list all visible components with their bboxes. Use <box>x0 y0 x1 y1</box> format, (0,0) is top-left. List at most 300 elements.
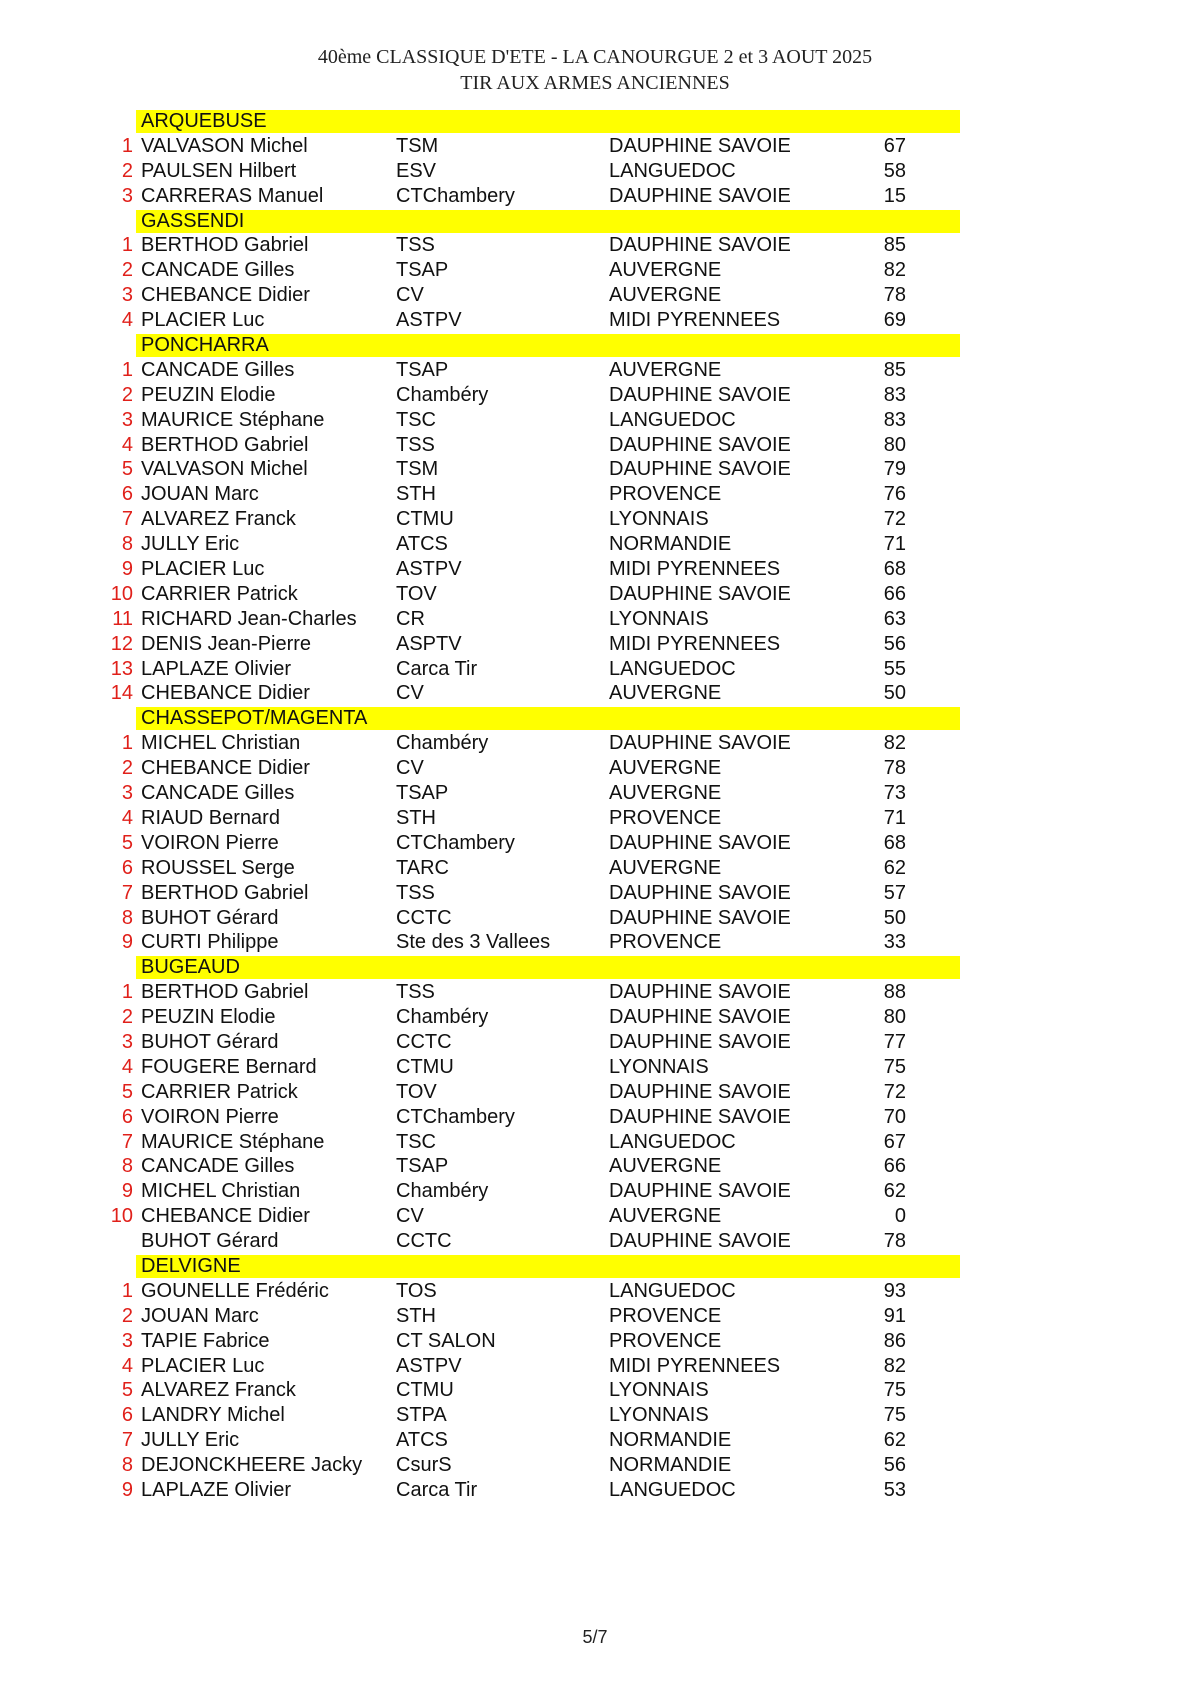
rank-cell: 5 <box>121 1080 133 1103</box>
score-cell: 85 <box>883 358 906 381</box>
shooter-name-cell: GOUNELLE Frédéric <box>141 1279 329 1302</box>
club-cell: STH <box>396 483 436 506</box>
category-highlight-band <box>136 210 960 233</box>
league-cell: AUVERGNE <box>609 782 722 805</box>
score-cell: 85 <box>883 234 906 257</box>
shooter-name-cell: CANCADE Gilles <box>141 1155 295 1178</box>
league-cell: LYONNAIS <box>609 607 709 630</box>
shooter-name-cell: ALVAREZ Franck <box>141 508 296 531</box>
score-cell: 78 <box>883 757 906 780</box>
league-cell: PROVENCE <box>609 1304 722 1327</box>
league-cell: NORMANDIE <box>609 1454 732 1477</box>
league-cell: MIDI PYRENNEES <box>609 632 781 655</box>
score-cell: 55 <box>883 657 906 680</box>
league-cell: NORMANDIE <box>609 533 732 556</box>
club-cell: TOS <box>396 1279 437 1302</box>
club-cell: CTChambery <box>396 831 515 854</box>
league-cell: DAUPHINE SAVOIE <box>609 383 791 406</box>
result-row <box>0 1378 1190 1403</box>
shooter-name-cell: ROUSSEL Serge <box>141 856 295 879</box>
result-row <box>0 831 1190 856</box>
score-cell: 62 <box>883 1429 906 1452</box>
rank-cell: 6 <box>121 483 133 506</box>
club-cell: ASTPV <box>396 558 462 581</box>
club-cell: Chambéry <box>396 732 489 755</box>
score-cell: 86 <box>883 1329 906 1352</box>
result-row <box>0 1403 1190 1428</box>
category-header <box>0 955 1190 980</box>
league-cell: LANGUEDOC <box>609 159 736 182</box>
shooter-name-cell: VALVASON Michel <box>141 458 308 481</box>
result-row <box>0 358 1190 383</box>
rank-cell: 1 <box>121 732 133 755</box>
result-row <box>0 681 1190 706</box>
score-cell: 62 <box>883 1180 906 1203</box>
score-cell: 71 <box>883 533 906 556</box>
league-cell: DAUPHINE SAVOIE <box>609 184 791 207</box>
category-header <box>0 706 1190 731</box>
rank-cell: 1 <box>121 981 133 1004</box>
league-cell: LANGUEDOC <box>609 1478 736 1501</box>
rank-cell: 8 <box>121 1155 133 1178</box>
club-cell: Chambéry <box>396 1180 489 1203</box>
score-cell: 0 <box>894 1205 906 1228</box>
shooter-name-cell: CHEBANCE Didier <box>141 682 310 705</box>
rank-cell: 3 <box>121 782 133 805</box>
result-row <box>0 1005 1190 1030</box>
rank-cell: 8 <box>121 533 133 556</box>
rank-cell: 3 <box>121 408 133 431</box>
shooter-name-cell: CHEBANCE Didier <box>141 1205 310 1228</box>
shooter-name-cell: PLACIER Luc <box>141 558 265 581</box>
result-row <box>0 806 1190 831</box>
shooter-name-cell: BUHOT Gérard <box>141 1230 279 1253</box>
rank-cell: 7 <box>121 1130 133 1153</box>
league-cell: NORMANDIE <box>609 1429 732 1452</box>
shooter-name-cell: CURTI Philippe <box>141 931 279 954</box>
result-row <box>0 457 1190 482</box>
rank-cell: 8 <box>121 906 133 929</box>
shooter-name-cell: BERTHOD Gabriel <box>141 981 309 1004</box>
club-cell: Chambéry <box>396 383 489 406</box>
result-row <box>0 433 1190 458</box>
league-cell: DAUPHINE SAVOIE <box>609 234 791 257</box>
shooter-name-cell: CARRERAS Manuel <box>141 184 324 207</box>
category-header <box>0 109 1190 134</box>
rank-cell: 7 <box>121 508 133 531</box>
score-cell: 71 <box>883 806 906 829</box>
shooter-name-cell: FOUGERE Bernard <box>141 1055 317 1078</box>
club-cell: ASTPV <box>396 1354 462 1377</box>
category-name: CHASSEPOT/MAGENTA <box>141 707 368 730</box>
club-cell: TSS <box>396 881 435 904</box>
rank-cell: 3 <box>121 284 133 307</box>
club-cell: TSAP <box>396 358 449 381</box>
club-cell: ATCS <box>396 533 448 556</box>
score-cell: 79 <box>883 458 906 481</box>
shooter-name-cell: PEUZIN Elodie <box>141 1006 276 1029</box>
results-table <box>0 109 1190 1503</box>
club-cell: ATCS <box>396 1429 448 1452</box>
result-row <box>0 1428 1190 1453</box>
league-cell: DAUPHINE SAVOIE <box>609 881 791 904</box>
club-cell: CT SALON <box>396 1329 496 1352</box>
league-cell: DAUPHINE SAVOIE <box>609 831 791 854</box>
category-highlight-band <box>136 956 960 979</box>
shooter-name-cell: CANCADE Gilles <box>141 782 295 805</box>
rank-cell: 4 <box>121 1055 133 1078</box>
score-cell: 68 <box>883 558 906 581</box>
club-cell: TSS <box>396 981 435 1004</box>
result-row <box>0 582 1190 607</box>
shooter-name-cell: TAPIE Fabrice <box>141 1329 270 1352</box>
page-header <box>0 44 1190 96</box>
league-cell: DAUPHINE SAVOIE <box>609 1080 791 1103</box>
league-cell: DAUPHINE SAVOIE <box>609 458 791 481</box>
score-cell: 83 <box>883 383 906 406</box>
score-cell: 67 <box>883 134 906 157</box>
rank-cell: 1 <box>121 134 133 157</box>
league-cell: LANGUEDOC <box>609 657 736 680</box>
club-cell: ASPTV <box>396 632 462 655</box>
club-cell: Carca Tir <box>396 1478 478 1501</box>
result-row <box>0 482 1190 507</box>
score-cell: 50 <box>883 682 906 705</box>
score-cell: 82 <box>883 259 906 282</box>
result-row <box>0 1329 1190 1354</box>
league-cell: AUVERGNE <box>609 284 722 307</box>
shooter-name-cell: LANDRY Michel <box>141 1404 285 1427</box>
rank-cell: 5 <box>121 831 133 854</box>
club-cell: TSC <box>396 1130 436 1153</box>
league-cell: LYONNAIS <box>609 1404 709 1427</box>
league-cell: PROVENCE <box>609 931 722 954</box>
shooter-name-cell: MAURICE Stéphane <box>141 408 325 431</box>
league-cell: MIDI PYRENNEES <box>609 558 781 581</box>
rank-cell: 9 <box>121 1478 133 1501</box>
rank-cell: 13 <box>110 657 133 680</box>
result-row <box>0 408 1190 433</box>
league-cell: AUVERGNE <box>609 259 722 282</box>
club-cell: TSM <box>396 458 439 481</box>
rank-cell: 6 <box>121 1105 133 1128</box>
rank-cell: 2 <box>121 1304 133 1327</box>
shooter-name-cell: DEJONCKHEERE Jacky <box>141 1454 363 1477</box>
category-name: PONCHARRA <box>141 334 269 357</box>
league-cell: DAUPHINE SAVOIE <box>609 433 791 456</box>
shooter-name-cell: PLACIER Luc <box>141 309 265 332</box>
club-cell: CTMU <box>396 1055 454 1078</box>
category-name: DELVIGNE <box>141 1254 241 1277</box>
rank-cell: 3 <box>121 1030 133 1053</box>
shooter-name-cell: VOIRON Pierre <box>141 831 279 854</box>
league-cell: LYONNAIS <box>609 508 709 531</box>
club-cell: TARC <box>396 856 449 879</box>
league-cell: PROVENCE <box>609 1329 722 1352</box>
rank-cell: 7 <box>121 881 133 904</box>
result-row <box>0 856 1190 881</box>
score-cell: 72 <box>883 508 906 531</box>
shooter-name-cell: BERTHOD Gabriel <box>141 881 309 904</box>
rank-cell: 9 <box>121 558 133 581</box>
score-cell: 15 <box>883 184 906 207</box>
score-cell: 80 <box>883 1006 906 1029</box>
club-cell: ASTPV <box>396 309 462 332</box>
category-highlight-band <box>136 1255 960 1278</box>
score-cell: 75 <box>883 1055 906 1078</box>
category-name: GASSENDI <box>141 209 245 232</box>
score-cell: 53 <box>883 1478 906 1501</box>
shooter-name-cell: DENIS Jean-Pierre <box>141 632 312 655</box>
rank-cell: 6 <box>121 1404 133 1427</box>
league-cell: DAUPHINE SAVOIE <box>609 1006 791 1029</box>
club-cell: STPA <box>396 1404 447 1427</box>
shooter-name-cell: CANCADE Gilles <box>141 358 295 381</box>
club-cell: CsurS <box>396 1454 452 1477</box>
rank-cell: 2 <box>121 259 133 282</box>
club-cell: CCTC <box>396 906 452 929</box>
score-cell: 82 <box>883 732 906 755</box>
result-row <box>0 632 1190 657</box>
result-row <box>0 1453 1190 1478</box>
shooter-name-cell: PLACIER Luc <box>141 1354 265 1377</box>
score-cell: 93 <box>883 1279 906 1302</box>
club-cell: ESV <box>396 159 437 182</box>
result-row <box>0 1080 1190 1105</box>
score-cell: 56 <box>883 1454 906 1477</box>
result-row <box>0 756 1190 781</box>
result-row <box>0 159 1190 184</box>
shooter-name-cell: MICHEL Christian <box>141 732 301 755</box>
shooter-name-cell: CARRIER Patrick <box>141 1080 298 1103</box>
club-cell: TSS <box>396 433 435 456</box>
league-cell: LANGUEDOC <box>609 408 736 431</box>
rank-cell: 14 <box>110 682 133 705</box>
score-cell: 67 <box>883 1130 906 1153</box>
score-cell: 58 <box>883 159 906 182</box>
club-cell: TSM <box>396 134 439 157</box>
shooter-name-cell: RIAUD Bernard <box>141 806 280 829</box>
rank-cell: 1 <box>121 234 133 257</box>
shooter-name-cell: JULLY Eric <box>141 1429 240 1452</box>
league-cell: AUVERGNE <box>609 757 722 780</box>
club-cell: CV <box>396 284 424 307</box>
result-row <box>0 980 1190 1005</box>
score-cell: 50 <box>883 906 906 929</box>
score-cell: 72 <box>883 1080 906 1103</box>
shooter-name-cell: CHEBANCE Didier <box>141 284 310 307</box>
club-cell: TOV <box>396 582 437 605</box>
score-cell: 78 <box>883 284 906 307</box>
category-header <box>0 333 1190 358</box>
club-cell: TSS <box>396 234 435 257</box>
result-row <box>0 1354 1190 1379</box>
rank-cell: 2 <box>121 757 133 780</box>
rank-cell: 6 <box>121 856 133 879</box>
result-row <box>0 1304 1190 1329</box>
result-row <box>0 1179 1190 1204</box>
league-cell: AUVERGNE <box>609 358 722 381</box>
shooter-name-cell: BERTHOD Gabriel <box>141 433 309 456</box>
rank-cell: 2 <box>121 159 133 182</box>
shooter-name-cell: BERTHOD Gabriel <box>141 234 309 257</box>
club-cell: CCTC <box>396 1230 452 1253</box>
score-cell: 68 <box>883 831 906 854</box>
score-cell: 76 <box>883 483 906 506</box>
league-cell: LYONNAIS <box>609 1379 709 1402</box>
shooter-name-cell: BUHOT Gérard <box>141 1030 279 1053</box>
score-cell: 56 <box>883 632 906 655</box>
league-cell: LANGUEDOC <box>609 1279 736 1302</box>
league-cell: MIDI PYRENNEES <box>609 1354 781 1377</box>
league-cell: DAUPHINE SAVOIE <box>609 981 791 1004</box>
score-cell: 75 <box>883 1404 906 1427</box>
rank-cell: 12 <box>110 632 133 655</box>
result-row <box>0 184 1190 209</box>
score-cell: 82 <box>883 1354 906 1377</box>
result-row <box>0 1279 1190 1304</box>
result-row <box>0 1154 1190 1179</box>
shooter-name-cell: PAULSEN Hilbert <box>141 159 297 182</box>
result-row <box>0 906 1190 931</box>
league-cell: DAUPHINE SAVOIE <box>609 1230 791 1253</box>
league-cell: AUVERGNE <box>609 856 722 879</box>
rank-cell: 4 <box>121 309 133 332</box>
result-row <box>0 930 1190 955</box>
club-cell: Chambéry <box>396 1006 489 1029</box>
club-cell: TOV <box>396 1080 437 1103</box>
shooter-name-cell: MAURICE Stéphane <box>141 1130 325 1153</box>
shooter-name-cell: ALVAREZ Franck <box>141 1379 296 1402</box>
rank-cell: 4 <box>121 1354 133 1377</box>
league-cell: PROVENCE <box>609 483 722 506</box>
category-name: BUGEAUD <box>141 956 240 979</box>
event-subtitle: TIR AUX ARMES ANCIENNES <box>460 72 730 94</box>
page-number: 5/7 <box>582 1627 608 1647</box>
league-cell: MIDI PYRENNEES <box>609 309 781 332</box>
result-row <box>0 507 1190 532</box>
shooter-name-cell: VALVASON Michel <box>141 134 308 157</box>
score-cell: 66 <box>883 1155 906 1178</box>
rank-cell: 1 <box>121 358 133 381</box>
shooter-name-cell: JULLY Eric <box>141 533 240 556</box>
score-cell: 57 <box>883 881 906 904</box>
shooter-name-cell: VOIRON Pierre <box>141 1105 279 1128</box>
score-cell: 77 <box>883 1030 906 1053</box>
score-cell: 78 <box>883 1230 906 1253</box>
club-cell: CR <box>396 607 425 630</box>
shooter-name-cell: CANCADE Gilles <box>141 259 295 282</box>
league-cell: AUVERGNE <box>609 682 722 705</box>
rank-cell: 2 <box>121 383 133 406</box>
club-cell: TSAP <box>396 1155 449 1178</box>
result-row <box>0 1105 1190 1130</box>
rank-cell: 4 <box>121 806 133 829</box>
result-row <box>0 134 1190 159</box>
rank-cell: 9 <box>121 931 133 954</box>
rank-cell: 11 <box>112 607 133 630</box>
league-cell: DAUPHINE SAVOIE <box>609 732 791 755</box>
result-row <box>0 1229 1190 1254</box>
result-row <box>0 258 1190 283</box>
result-row <box>0 657 1190 682</box>
club-cell: CTChambery <box>396 1105 515 1128</box>
club-cell: CV <box>396 757 424 780</box>
shooter-name-cell: PEUZIN Elodie <box>141 383 276 406</box>
club-cell: STH <box>396 806 436 829</box>
league-cell: AUVERGNE <box>609 1205 722 1228</box>
shooter-name-cell: CHEBANCE Didier <box>141 757 310 780</box>
score-cell: 88 <box>883 981 906 1004</box>
rank-cell: 5 <box>121 458 133 481</box>
result-row <box>0 1478 1190 1503</box>
club-cell: TSAP <box>396 259 449 282</box>
shooter-name-cell: LAPLAZE Olivier <box>141 1478 292 1501</box>
result-row <box>0 781 1190 806</box>
score-cell: 83 <box>883 408 906 431</box>
club-cell: STH <box>396 1304 436 1327</box>
event-title: 40ème CLASSIQUE D'ETE - LA CANOURGUE 2 et 3 AOUT 2025 <box>317 46 873 68</box>
score-cell: 33 <box>883 931 906 954</box>
shooter-name-cell: BUHOT Gérard <box>141 906 279 929</box>
rank-cell: 3 <box>121 184 133 207</box>
result-row <box>0 607 1190 632</box>
rank-cell: 8 <box>121 1454 133 1477</box>
club-cell: CCTC <box>396 1030 452 1053</box>
shooter-name-cell: CARRIER Patrick <box>141 582 298 605</box>
result-row <box>0 881 1190 906</box>
score-cell: 70 <box>883 1105 906 1128</box>
rank-cell: 10 <box>110 582 133 605</box>
league-cell: LANGUEDOC <box>609 1130 736 1153</box>
score-cell: 66 <box>883 582 906 605</box>
result-row <box>0 283 1190 308</box>
result-row <box>0 731 1190 756</box>
league-cell: PROVENCE <box>609 806 722 829</box>
league-cell: DAUPHINE SAVOIE <box>609 1105 791 1128</box>
league-cell: LYONNAIS <box>609 1055 709 1078</box>
score-cell: 69 <box>883 309 906 332</box>
club-cell: CV <box>396 1205 424 1228</box>
rank-cell: 1 <box>121 1279 133 1302</box>
league-cell: AUVERGNE <box>609 1155 722 1178</box>
score-cell: 80 <box>883 433 906 456</box>
result-row <box>0 1130 1190 1155</box>
shooter-name-cell: MICHEL Christian <box>141 1180 301 1203</box>
result-row <box>0 233 1190 258</box>
score-cell: 62 <box>883 856 906 879</box>
club-cell: CTChambery <box>396 184 515 207</box>
club-cell: CTMU <box>396 1379 454 1402</box>
league-cell: DAUPHINE SAVOIE <box>609 1030 791 1053</box>
club-cell: Carca Tir <box>396 657 478 680</box>
rank-cell: 9 <box>121 1180 133 1203</box>
club-cell: TSC <box>396 408 436 431</box>
club-cell: CV <box>396 682 424 705</box>
league-cell: DAUPHINE SAVOIE <box>609 906 791 929</box>
shooter-name-cell: RICHARD Jean-Charles <box>141 607 357 630</box>
result-row <box>0 1030 1190 1055</box>
category-header <box>0 209 1190 234</box>
result-row <box>0 1055 1190 1080</box>
shooter-name-cell: JOUAN Marc <box>141 483 259 506</box>
result-row <box>0 532 1190 557</box>
result-row <box>0 308 1190 333</box>
score-cell: 91 <box>883 1304 906 1327</box>
score-cell: 75 <box>883 1379 906 1402</box>
category-name: ARQUEBUSE <box>141 110 267 132</box>
rank-cell: 7 <box>121 1429 133 1452</box>
